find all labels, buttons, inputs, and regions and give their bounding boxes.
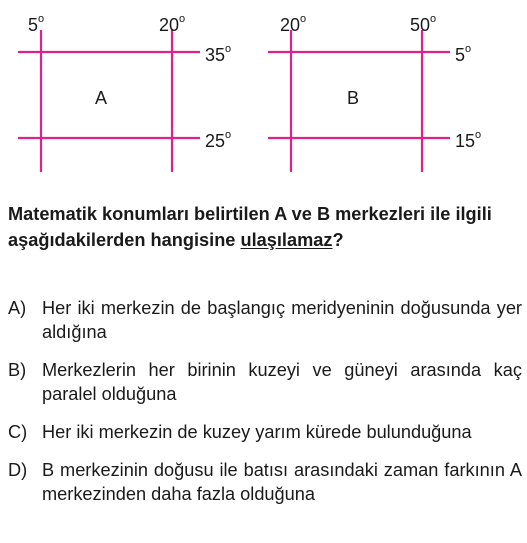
question-text-before: Matematik konumları belirtilen A ve B merkezleri ile ilgili aşağıdakilerden hangisine — [8, 204, 492, 250]
option-c[interactable] — [8, 420, 522, 444]
diagram-a-lat-bottom-label: 25$^o$ — [205, 129, 232, 151]
coordinate-diagrams — [0, 0, 527, 190]
diagram-a — [18, 13, 231, 172]
option-a[interactable] — [8, 296, 522, 344]
question-text-after: ? — [332, 230, 344, 250]
diagram-b-lat-bottom-label: 15$^o$ — [455, 129, 482, 151]
diagram-a-label: A — [95, 88, 108, 108]
diagram-a-lat-top-label: 35$^o$ — [205, 43, 232, 65]
option-d[interactable] — [8, 458, 522, 506]
option-text: Her iki merkezin de kuzey yarım kürede bulunduğuna — [42, 422, 472, 442]
option-text: B merkezinin doğusu ile batısı arasındaki zaman farkının A merkezinden daha fazla olduğuna — [42, 460, 522, 504]
diagram-a-lon-right-label: 20$^o$ — [159, 13, 186, 35]
answer-options — [8, 296, 522, 520]
diagram-b-lon-left-label: 20$^o$ — [280, 13, 307, 35]
option-letter: A) — [8, 298, 27, 318]
option-text: Merkezlerin her birinin kuzeyi ve güneyi arasında kaç paralel olduğuna — [42, 360, 522, 404]
diagram-b-lat-top-label: 5$^o$ — [455, 43, 472, 65]
option-letter: C) — [8, 422, 28, 442]
option-b[interactable] — [8, 358, 522, 406]
option-letter: B) — [8, 360, 27, 380]
question-keyword: ulaşılamaz — [240, 230, 333, 250]
diagram-b — [268, 13, 481, 172]
diagram-b-label: B — [347, 88, 360, 108]
diagram-b-lon-right-label: 50$^o$ — [410, 13, 437, 35]
option-text: Her iki merkezin de başlangıç meridyeninin doğusunda yer aldığına — [42, 298, 522, 342]
question-stem — [8, 201, 522, 253]
diagram-a-lon-left-label: 5$^o$ — [28, 13, 45, 35]
option-letter: D) — [8, 460, 28, 480]
